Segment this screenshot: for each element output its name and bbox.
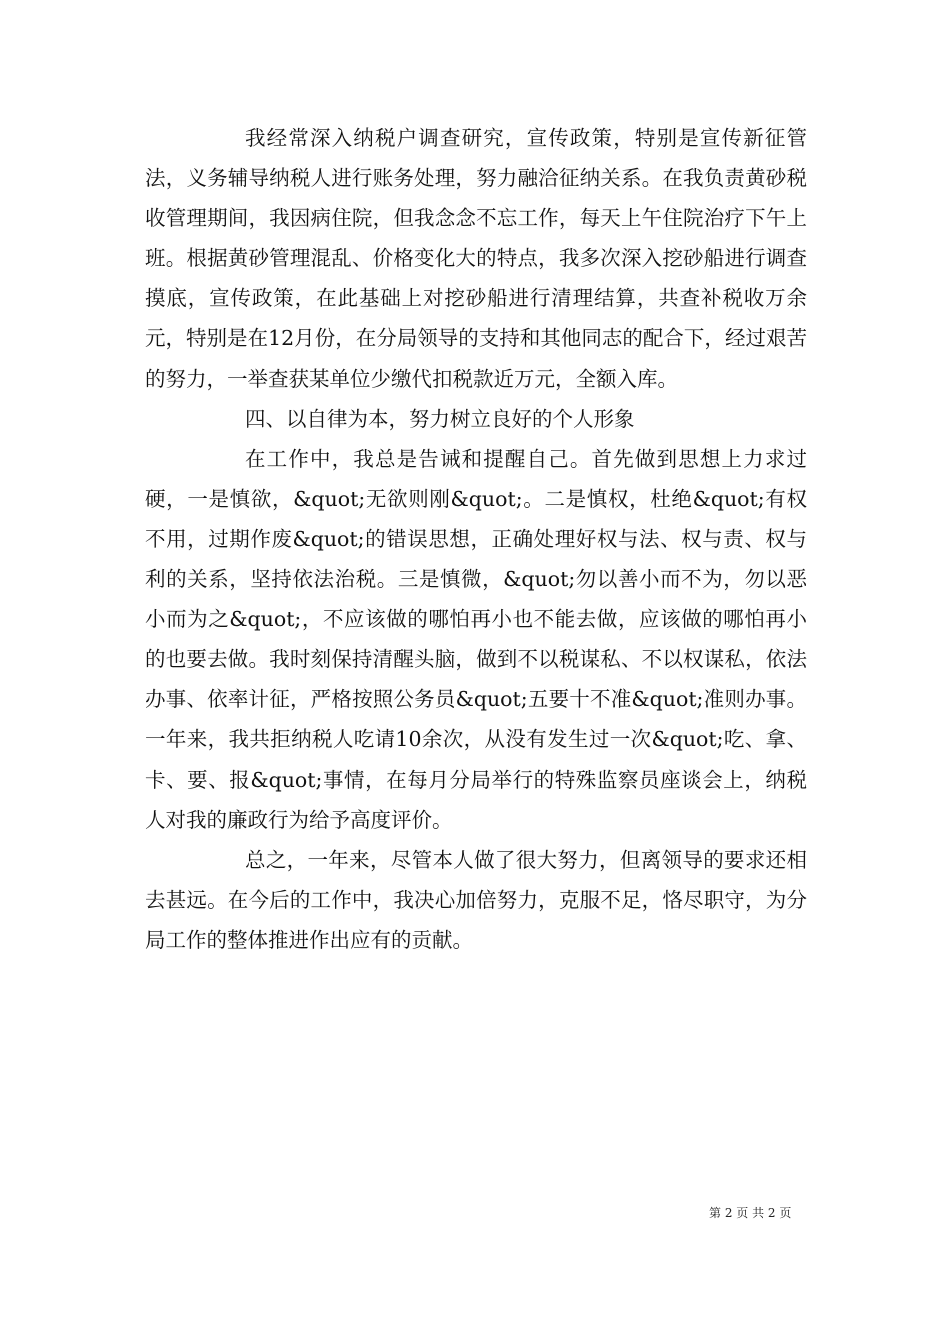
section-heading-self-discipline: 四、以自律为本，努力树立良好的个人形象: [245, 406, 635, 431]
paragraph-conclusion: 总之，一年来，尽管本人做了很大努力，但离领导的要求还相去甚远。在今后的工作中，我决心加倍努力，克服不足，恪尽职守，为分局工作的整体推进作出应有的贡献。: [145, 847, 807, 952]
paragraph-tax-investigation: 我经常深入纳税户调查研究，宣传政策，特别是宣传新征管法，义务辅导纳税人进行账务处理，努力融洽征纳关系。在我负责黄砂税收管理期间，我因病住院，但我念念不忘工作，每天上午住院治疗下午上班。根据黄砂管理混乱、价格变化大的特点，我多次深入挖砂船进行调查摸底，宣传政策，在此基础上对挖砂船进行清理结算，共查补税收万余元，特别是在12月份，在分局领导的支持和其他同志的配合下，经过艰苦的努力，一举查获某单位少缴代扣税款近万元，全额入库。: [145, 126, 807, 391]
page-number-footer: 第 2 页 共 2 页: [709, 1206, 792, 1220]
paragraph-self-discipline: 在工作中，我总是告诫和提醒自己。首先做到思想上力求过硬，一是慎欲，&quot;无欲则刚&quot;。二是慎权，杜绝&quot;有权不用，过期作废&quot;的错误思想，正确处理好权与法、权与责、权与利的关系，坚持依法治税。三是慎微，&quot;勿以善小而不为，勿以恶小而为之&quot;，不应该做的哪怕再小也不能去做，应该做的哪怕再小的也要去做。我时刻保持清醒头脑，做到不以税谋私、不以权谋私，依法办事、依率计征，严格按照公务员&quot;五要十不准&quot;准则办事。一年来，我共拒纳税人吃请10余次，从没有发生过一次&quot;吃、拿、卡、要、报&quot;事情，在每月分局举行的特殊监察员座谈会上，纳税人对我的廉政行为给予高度评价。: [145, 446, 807, 832]
document-body: [145, 118, 807, 960]
